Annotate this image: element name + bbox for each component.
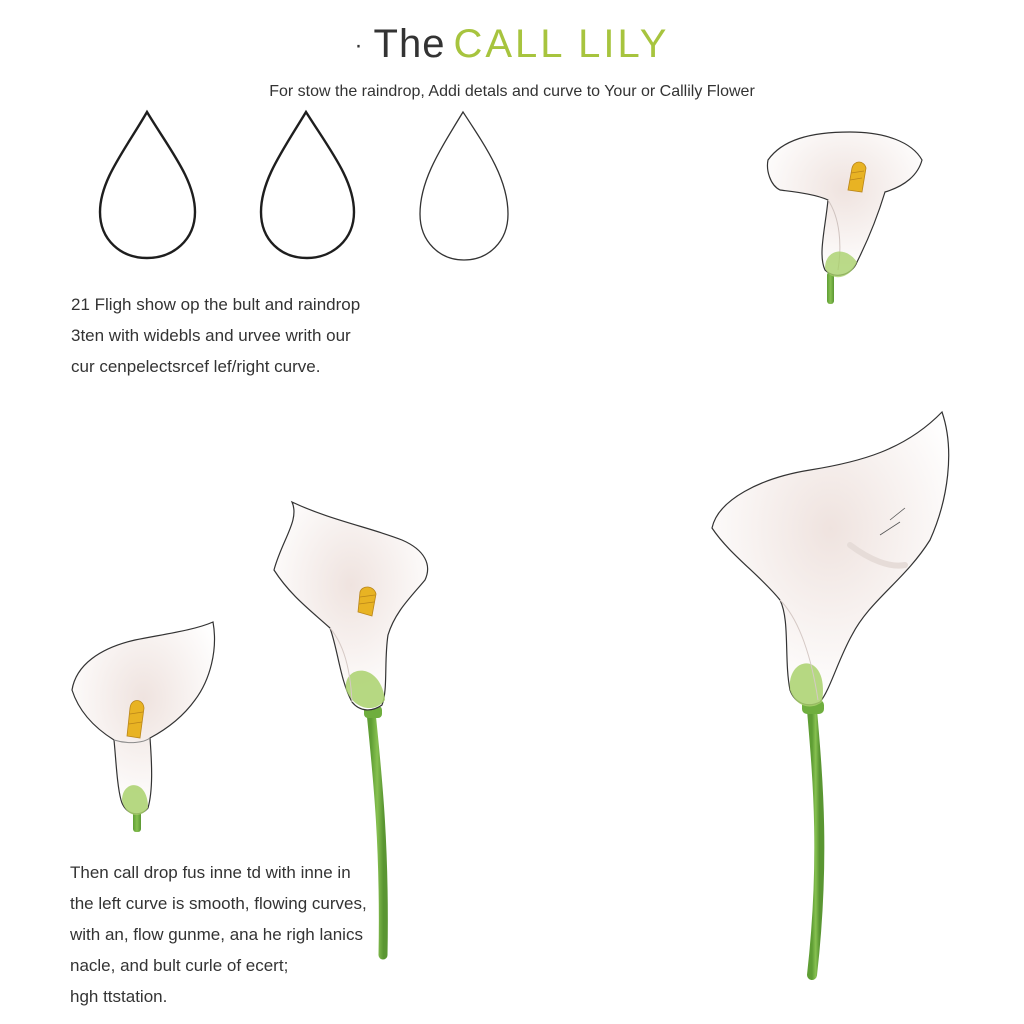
title-main: CALL LILY (453, 22, 670, 66)
step-2-line-3: cur cenpelectsrcef lef/right curve. (71, 357, 321, 376)
step-3-line-4: nacle, and bult curle of ecert; (70, 956, 289, 975)
step-2-line-1: 21 Fligh show op the bult and raindrop (71, 295, 361, 314)
title-bullet: · (354, 32, 364, 60)
page-subtitle: For stow the raindrop, Addi detals and curve to Your or Callily Flower (269, 83, 755, 100)
raindrop-shape-2 (261, 112, 354, 258)
lily-left-small (72, 622, 214, 832)
step-3-line-3: with an, flow gunme, ana he righ lanics (70, 925, 363, 944)
raindrop-shape-3 (420, 112, 508, 260)
raindrop-shape-1 (100, 112, 195, 258)
step-3-line-5: hgh ttstation. (70, 987, 168, 1006)
step-2-instructions (71, 289, 360, 382)
lily-right-large (712, 412, 949, 975)
step-3-instructions (70, 857, 367, 1012)
small-lily-top-right (768, 132, 923, 304)
step-3-line-2: the left curve is smooth, flowing curves, (70, 894, 367, 913)
step-2-line-2: 3ten with widebls and urvee writh our (71, 326, 351, 345)
title-prefix: The (373, 22, 446, 66)
step-3-line-1: Then call drop fus inne td with inne in (70, 863, 351, 882)
